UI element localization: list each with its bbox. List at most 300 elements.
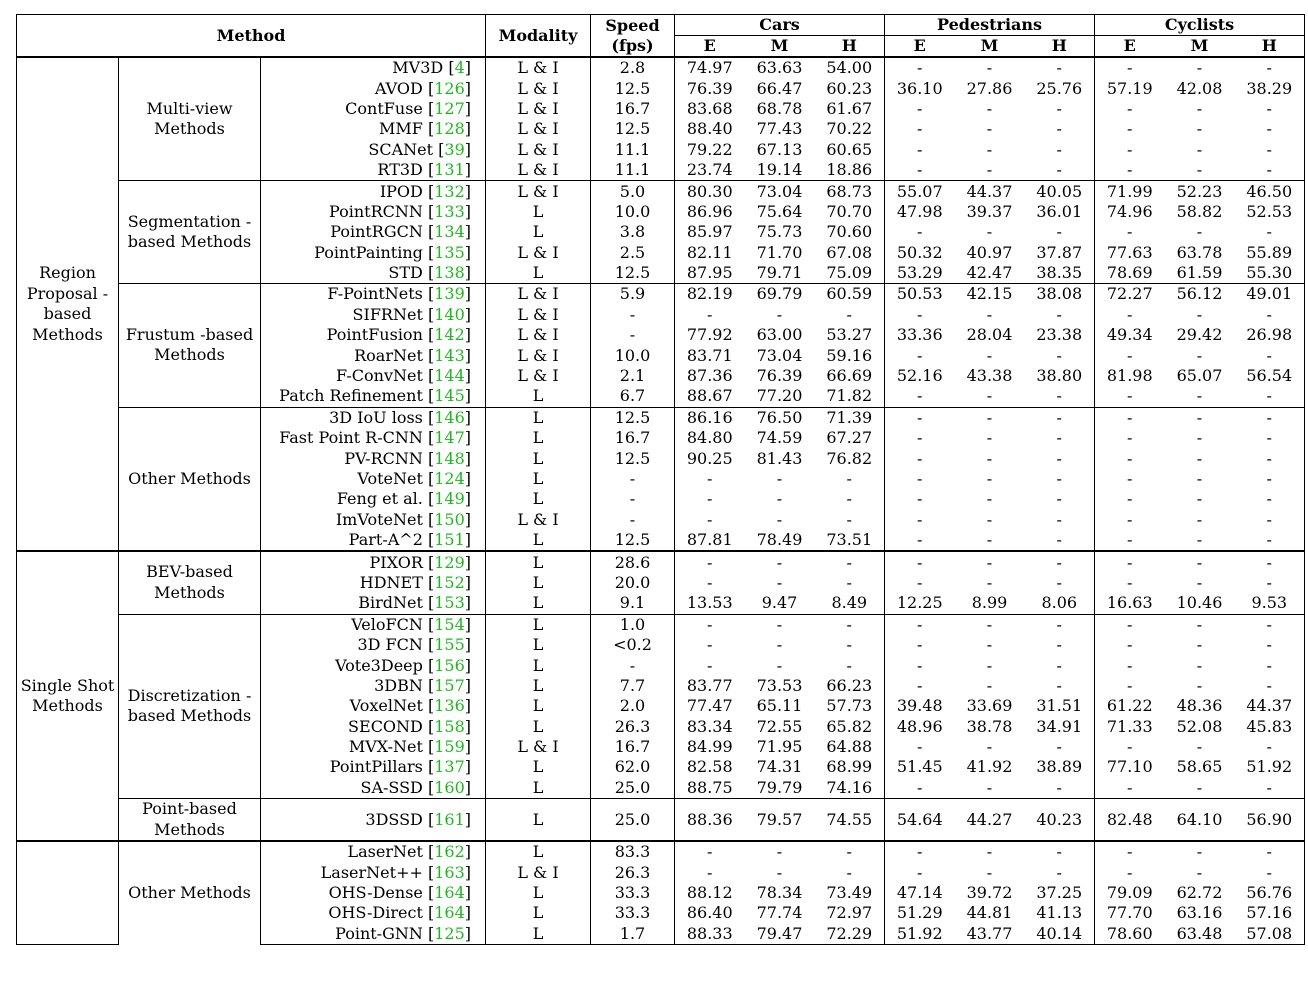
citation-link[interactable]: 155 [434, 635, 465, 655]
pedestrians-moderate-cell: 40.97 [966, 242, 1013, 262]
cyclists-hard-cell: 49.01 [1235, 284, 1305, 305]
cars-moderate-cell: 63.00 [756, 325, 803, 345]
method-name: HDNET [152] [261, 573, 486, 593]
citation-link[interactable]: 39 [444, 139, 465, 159]
citation-link[interactable]: 152 [434, 572, 465, 592]
speed-cell: 2.1 [591, 366, 675, 386]
cyclists-hard-cell: - [1235, 862, 1305, 882]
cyclists-easy-cell: - [1127, 777, 1133, 797]
citation-link[interactable]: 146 [434, 407, 465, 427]
citation-link[interactable]: 154 [434, 614, 465, 634]
method-name: VoxelNet [136] [261, 696, 486, 716]
subgroup-label: Point-based Methods [119, 799, 261, 842]
pedestrians-easy-cell: - [917, 509, 923, 529]
cars-easy-cell: 84.80 [686, 428, 733, 448]
cyclists-hard-cell: - [1235, 345, 1305, 365]
cyclists-hard-cell: 38.29 [1235, 78, 1305, 98]
citation-link[interactable]: 144 [434, 366, 465, 386]
modality-header: Modality [486, 15, 591, 58]
method-label: IPOD [379, 181, 423, 201]
citation-link[interactable]: 4 [454, 58, 465, 78]
speed-cell: 7.7 [591, 676, 675, 696]
cyclists-moderate-cell: 61.59 [1176, 263, 1223, 283]
modality-cell: L & I [486, 284, 591, 305]
modality-cell: L [486, 924, 591, 945]
method-label: SECOND [348, 716, 423, 736]
citation-link[interactable]: 157 [434, 675, 465, 695]
citation-link[interactable]: 136 [434, 696, 465, 716]
citation-link[interactable]: 145 [434, 386, 465, 406]
citation-link[interactable]: 138 [434, 263, 465, 283]
cyclists-easy-cell: - [1127, 655, 1133, 675]
pedestrians-easy-cell: 50.32 [896, 242, 943, 262]
pedestrians-easy-cell: - [917, 448, 923, 468]
citation-link[interactable]: 160 [434, 777, 465, 797]
pedestrians-hard-cell: - [1025, 655, 1095, 675]
citation-link[interactable]: 126 [434, 78, 465, 98]
cyclists-moderate-cell: - [1196, 345, 1203, 365]
cars-hard-cell: 8.49 [815, 593, 885, 614]
speed-cell: 1.7 [591, 924, 675, 945]
cyclists-hard-cell: - [1235, 841, 1305, 862]
pedestrians-hard-cell: 31.51 [1025, 696, 1095, 716]
cyclists-easy-cell: 16.63 [1106, 593, 1153, 613]
cars-moderate-cell: - [776, 509, 783, 529]
method-name: 3D FCN [155] [261, 635, 486, 655]
pedestrians-hard-cell: - [1025, 551, 1095, 572]
pedestrians-moderate-cell: - [986, 139, 993, 159]
cars-hard-cell: 68.99 [815, 757, 885, 777]
modality-cell: L & I [486, 305, 591, 325]
cyclists-easy-cell: 78.69 [1106, 263, 1153, 283]
citation-link[interactable]: 125 [434, 923, 465, 943]
citation-link[interactable]: 161 [434, 809, 465, 829]
pedestrians-moderate-cell: - [986, 222, 993, 242]
speed-cell: 11.1 [591, 160, 675, 181]
cyclists-moderate-cell: - [1196, 530, 1203, 550]
speed-cell: 10.0 [591, 202, 675, 222]
modality-cell: L [486, 222, 591, 242]
cyclists-easy-cell: 82.48 [1095, 799, 1165, 842]
pedestrians-moderate-cell: - [986, 345, 993, 365]
pedestrians-easy-cell: 54.64 [885, 799, 955, 842]
method-name: 3DSSD [161] [261, 799, 486, 842]
cars-easy-cell: 86.16 [675, 407, 745, 428]
pedestrians-moderate-cell: - [986, 386, 993, 406]
cyclists-moderate-cell: 58.82 [1176, 201, 1223, 221]
cars-moderate-cell: - [745, 841, 815, 862]
pedestrians-easy-cell: - [885, 841, 955, 862]
modality-cell: L [486, 407, 591, 428]
cyclists-moderate-cell: - [1165, 614, 1235, 635]
cyclists-hard-cell: - [1235, 676, 1305, 696]
pedestrians-hard-cell: - [1025, 428, 1095, 448]
cyclists-moderate-header: M [1190, 36, 1209, 55]
cars-hard-cell: - [815, 655, 885, 675]
pedestrians-hard-cell: 25.76 [1025, 78, 1095, 98]
cyclists-easy-cell: - [1127, 489, 1133, 509]
pedestrians-moderate-cell: - [986, 530, 993, 550]
cars-hard-cell: - [815, 862, 885, 882]
cyclists-moderate-cell: - [1165, 551, 1235, 572]
citation-link[interactable]: 139 [434, 284, 465, 304]
table-row [17, 551, 1305, 572]
method-name: LaserNet [162] [261, 841, 486, 862]
cars-moderate-cell: 77.20 [756, 386, 803, 406]
citation-link[interactable]: 159 [434, 737, 465, 757]
pedestrians-hard-cell: - [1025, 57, 1095, 78]
cyclists-easy-cell: - [1127, 345, 1133, 365]
citation-link[interactable]: 142 [434, 325, 465, 345]
citation-link[interactable]: 127 [434, 98, 465, 118]
cyclists-hard-cell: - [1235, 448, 1305, 468]
method-name: VoteNet [124] [261, 469, 486, 489]
cyclists-easy-cell: 77.10 [1106, 757, 1153, 777]
cyclists-easy-cell: - [1127, 530, 1133, 550]
pedestrians-moderate-cell: 43.38 [966, 366, 1013, 386]
cyclists-easy-cell: - [1127, 428, 1133, 448]
method-label: 3D FCN [357, 635, 423, 655]
cyclists-easy-cell: 79.09 [1106, 883, 1153, 903]
pedestrians-moderate-cell: 44.37 [955, 181, 1025, 202]
cars-easy-cell: 86.40 [686, 903, 733, 923]
cars-moderate-cell: 74.31 [756, 757, 803, 777]
citation-link[interactable]: 156 [434, 655, 465, 675]
pedestrians-moderate-cell: 8.99 [971, 593, 1008, 613]
cars-moderate-cell: 79.57 [745, 799, 815, 842]
method-name: SECOND [158] [261, 717, 486, 737]
pedestrians-easy-cell: - [917, 345, 923, 365]
pedestrians-hard-cell: 37.87 [1025, 243, 1095, 263]
modality-cell: L [486, 263, 591, 284]
pedestrians-easy-cell: - [917, 428, 923, 448]
method-name: MMF [128] [261, 119, 486, 139]
cyclists-moderate-cell: 48.36 [1176, 696, 1223, 716]
cars-hard-cell: - [815, 573, 885, 593]
modality-cell: L & I [486, 140, 591, 160]
cars-hard-cell: 60.23 [815, 78, 885, 98]
method-label: MMF [379, 119, 423, 139]
category-label: Region Proposal -based Methods [17, 57, 119, 551]
method-label: F-ConvNet [335, 366, 423, 386]
cyclists-hard-cell: - [1235, 655, 1305, 675]
cyclists-hard-cell: - [1235, 530, 1305, 551]
pedestrians-moderate-cell: - [986, 572, 993, 592]
pedestrians-hard-cell: - [1025, 222, 1095, 242]
pedestrians-hard-cell: - [1025, 386, 1095, 407]
speed-cell: 16.7 [591, 99, 675, 119]
cars-hard-cell: 71.39 [815, 407, 885, 428]
pedestrians-easy-cell: 51.45 [896, 757, 943, 777]
modality-cell: L [486, 757, 591, 777]
cyclists-hard-cell: - [1235, 407, 1305, 428]
method-name: Part-A^2 [151] [261, 530, 486, 551]
method-name: SCANet [39] [261, 140, 486, 160]
method-label: SCANet [368, 139, 434, 159]
cyclists-hard-cell: - [1235, 489, 1305, 509]
table-row [17, 181, 1305, 202]
pedestrians-hard-cell: 40.14 [1025, 924, 1095, 945]
cyclists-hard-cell: - [1235, 386, 1305, 407]
pedestrians-moderate-cell: 42.47 [966, 263, 1013, 283]
pedestrians-easy-cell: - [917, 98, 923, 118]
method-label: Feng et al. [336, 489, 423, 509]
cyclists-easy-cell: - [1127, 509, 1133, 529]
pedestrians-moderate-cell: 38.78 [966, 716, 1013, 736]
pedestrians-hard-cell: 34.91 [1025, 717, 1095, 737]
cars-easy-cell: 83.68 [686, 98, 733, 118]
cars-hard-cell: 74.16 [815, 778, 885, 799]
cars-moderate-cell: - [776, 489, 783, 509]
cars-hard-cell: - [815, 635, 885, 655]
cyclists-easy-cell: - [1127, 386, 1133, 406]
speed-cell: 12.5 [591, 119, 675, 139]
citation-link[interactable]: 140 [434, 304, 465, 324]
cars-easy-cell: - [707, 572, 713, 592]
pedestrians-moderate-cell: - [986, 509, 993, 529]
cars-moderate-cell: - [776, 572, 783, 592]
cars-moderate-cell: 74.59 [756, 428, 803, 448]
modality-cell: L [486, 469, 591, 489]
method-name: Point-GNN [125] [261, 924, 486, 945]
cyclists-moderate-cell: 42.08 [1176, 78, 1223, 98]
citation-link[interactable]: 129 [434, 552, 465, 572]
pedestrians-easy-cell: - [917, 862, 923, 882]
modality-cell: L [486, 448, 591, 468]
cyclists-easy-cell: - [1127, 635, 1133, 655]
speed-cell: 5.0 [591, 181, 675, 202]
modality-cell: L [486, 593, 591, 614]
cyclists-easy-cell: - [1095, 841, 1165, 862]
table-row [17, 841, 1305, 862]
citation-link[interactable]: 164 [434, 903, 465, 923]
pedestrians-moderate-cell: - [986, 635, 993, 655]
speed-cell: 6.7 [591, 386, 675, 407]
pedestrians-hard-cell: 38.89 [1025, 757, 1095, 777]
cars-moderate-cell: 77.74 [756, 903, 803, 923]
method-name: ContFuse [127] [261, 99, 486, 119]
pedestrians-hard-cell: 38.80 [1025, 366, 1095, 386]
cyclists-easy-cell: - [1127, 572, 1133, 592]
citation-link[interactable]: 164 [434, 883, 465, 903]
category-label [17, 841, 119, 944]
citation-link[interactable]: 137 [434, 757, 465, 777]
cars-hard-cell: - [815, 614, 885, 635]
cyclists-easy-cell: - [1095, 57, 1165, 78]
speed-cell: 25.0 [591, 799, 675, 842]
cyclists-moderate-cell: 29.42 [1176, 325, 1223, 345]
cars-easy-cell: 82.19 [675, 284, 745, 305]
cyclists-hard-cell: 26.98 [1235, 325, 1305, 345]
pedestrians-easy-cell: 47.14 [896, 883, 943, 903]
pedestrians-hard-cell: - [1025, 407, 1095, 428]
method-label: LaserNet++ [320, 862, 423, 882]
pedestrians-hard-cell: - [1025, 635, 1095, 655]
citation-link[interactable]: 151 [434, 530, 465, 550]
citation-link[interactable]: 162 [434, 842, 465, 862]
pedestrians-moderate-cell: 43.77 [955, 924, 1025, 945]
method-label: BirdNet [358, 593, 423, 613]
pedestrians-easy-cell: - [885, 551, 955, 572]
citation-link[interactable]: 150 [434, 509, 465, 529]
cars-easy-cell: 77.47 [686, 696, 733, 716]
cars-hard-cell: 70.22 [815, 119, 885, 139]
pedestrians-easy-cell: 53.29 [896, 263, 943, 283]
pedestrians-hard-cell: - [1025, 119, 1095, 139]
cars-easy-cell: 74.97 [675, 57, 745, 78]
pedestrians-hard-cell: 37.25 [1025, 883, 1095, 903]
citation-link[interactable]: 147 [434, 428, 465, 448]
cars-moderate-cell: 73.04 [745, 181, 815, 202]
citation-link[interactable]: 148 [434, 448, 465, 468]
cars-moderate-cell: 19.14 [756, 160, 803, 180]
citation-link[interactable]: 158 [434, 716, 465, 736]
cars-hard-cell: 70.70 [815, 202, 885, 222]
cyclists-easy-cell: - [1095, 551, 1165, 572]
cars-hard-cell: 66.23 [815, 676, 885, 696]
cars-moderate-cell: 75.64 [756, 201, 803, 221]
speed-cell: - [591, 305, 675, 325]
citation-link[interactable]: 131 [434, 160, 465, 180]
cyclists-hard-cell: 55.30 [1235, 263, 1305, 284]
modality-cell: L & I [486, 862, 591, 882]
speed-cell: 2.8 [591, 57, 675, 78]
cars-easy-cell: 86.96 [686, 201, 733, 221]
pedestrians-moderate-cell: 39.37 [966, 201, 1013, 221]
citation-link[interactable]: 124 [434, 469, 465, 488]
cyclists-moderate-cell: - [1165, 57, 1235, 78]
citation-link[interactable]: 149 [434, 489, 465, 509]
cars-easy-cell: 85.97 [686, 222, 733, 242]
cyclists-moderate-cell: - [1196, 139, 1203, 159]
citation-link[interactable]: 153 [434, 593, 465, 613]
pedestrians-moderate-cell: - [986, 469, 993, 488]
pedestrians-hard-cell: - [1025, 345, 1095, 365]
cars-moderate-cell: 67.13 [756, 139, 803, 159]
method-name: PointPillars [137] [261, 757, 486, 777]
pedestrians-easy-cell: - [917, 139, 923, 159]
cyclists-hard-header: H [1235, 36, 1305, 58]
cyclists-easy-cell: 77.63 [1106, 242, 1153, 262]
method-name: AVOD [126] [261, 78, 486, 98]
modality-cell: L [486, 573, 591, 593]
method-name: Vote3Deep [156] [261, 655, 486, 675]
cars-hard-cell: 67.27 [815, 428, 885, 448]
cyclists-hard-cell: - [1235, 635, 1305, 655]
cars-easy-cell: 82.58 [686, 757, 733, 777]
method-label: PointRGCN [330, 222, 423, 242]
speed-cell: 25.0 [591, 778, 675, 799]
cars-hard-cell: - [815, 305, 885, 325]
cars-moderate-cell: 69.79 [745, 284, 815, 305]
pedestrians-moderate-cell: - [955, 407, 1025, 428]
cyclists-easy-cell: - [1127, 737, 1133, 757]
cyclists-moderate-cell: - [1196, 98, 1203, 118]
pedestrians-easy-cell: - [917, 469, 923, 488]
modality-cell: L & I [486, 99, 591, 119]
modality-cell: L [486, 799, 591, 842]
method-label: 3DSSD [365, 809, 423, 829]
pedestrians-easy-cell: 52.16 [896, 366, 943, 386]
modality-cell: L & I [486, 160, 591, 181]
cyclists-easy-cell: - [1127, 675, 1133, 695]
pedestrians-moderate-cell: - [955, 57, 1025, 78]
pedestrians-moderate-cell: 44.27 [955, 799, 1025, 842]
subgroup-label: Discretization -based Methods [119, 614, 261, 799]
citation-link[interactable]: 163 [434, 862, 465, 882]
cars-easy-cell: 84.99 [686, 737, 733, 757]
modality-cell: L & I [486, 181, 591, 202]
cars-hard-cell: 66.69 [815, 366, 885, 386]
cyclists-moderate-cell: 52.08 [1176, 716, 1223, 736]
modality-cell: L & I [486, 345, 591, 365]
cars-moderate-cell: 68.78 [756, 98, 803, 118]
cars-hard-cell: 70.60 [815, 222, 885, 242]
method-name: VeloFCN [154] [261, 614, 486, 635]
cyclists-moderate-cell: - [1196, 386, 1203, 406]
cyclists-hard-cell: 44.37 [1235, 696, 1305, 716]
cyclists-easy-cell: - [1127, 304, 1133, 324]
citation-link[interactable]: 128 [434, 119, 465, 139]
pedestrians-easy-cell: - [917, 675, 923, 695]
pedestrians-moderate-cell: - [955, 614, 1025, 635]
pedestrians-easy-cell: - [917, 489, 923, 509]
speed-cell: 20.0 [591, 573, 675, 593]
cars-hard-cell: 54.00 [815, 57, 885, 78]
table-row [17, 57, 1305, 78]
cyclists-easy-cell: 81.98 [1106, 366, 1153, 386]
cars-easy-cell: - [707, 469, 713, 488]
method-name: SIFRNet [140] [261, 305, 486, 325]
pedestrians-easy-cell: - [917, 777, 923, 797]
citation-link[interactable]: 143 [434, 345, 465, 365]
pedestrians-hard-cell: - [1025, 510, 1095, 530]
method-name: MVX-Net [159] [261, 737, 486, 757]
cyclists-hard-cell: 56.76 [1235, 883, 1305, 903]
method-name: LaserNet++ [163] [261, 862, 486, 882]
method-name: RoarNet [143] [261, 345, 486, 365]
method-name: STD [138] [261, 263, 486, 284]
cyclists-moderate-cell: 65.07 [1176, 366, 1223, 386]
method-label: Fast Point R-CNN [279, 428, 423, 448]
citation-link[interactable]: 132 [434, 181, 465, 201]
method-name: PointFusion [142] [261, 325, 486, 345]
speed-cell: 10.0 [591, 345, 675, 365]
speed-cell: 12.5 [591, 263, 675, 284]
method-name: ImVoteNet [150] [261, 510, 486, 530]
citation-link[interactable]: 135 [434, 242, 465, 262]
cyclists-moderate-cell: - [1196, 160, 1203, 180]
pedestrians-hard-cell: - [1025, 140, 1095, 160]
cars-easy-cell: 90.25 [686, 448, 733, 468]
citation-link[interactable]: 133 [434, 201, 465, 221]
method-name: Fast Point R-CNN [147] [261, 428, 486, 448]
pedestrians-easy-cell: - [917, 655, 923, 675]
cyclists-moderate-cell: 63.78 [1176, 242, 1223, 262]
table-row [17, 284, 1305, 305]
cyclists-hard-cell: - [1235, 510, 1305, 530]
cyclists-easy-cell: 57.19 [1106, 78, 1153, 98]
method-name: PIXOR [129] [261, 551, 486, 572]
cars-moderate-cell: - [745, 551, 815, 572]
cars-moderate-cell: 63.63 [745, 57, 815, 78]
pedestrians-moderate-cell: - [986, 428, 993, 448]
pedestrians-easy-cell: 55.07 [885, 181, 955, 202]
modality-cell: L & I [486, 57, 591, 78]
citation-link[interactable]: 134 [434, 222, 465, 242]
cyclists-hard-cell: 52.53 [1235, 202, 1305, 222]
pedestrians-moderate-cell: - [986, 655, 993, 675]
